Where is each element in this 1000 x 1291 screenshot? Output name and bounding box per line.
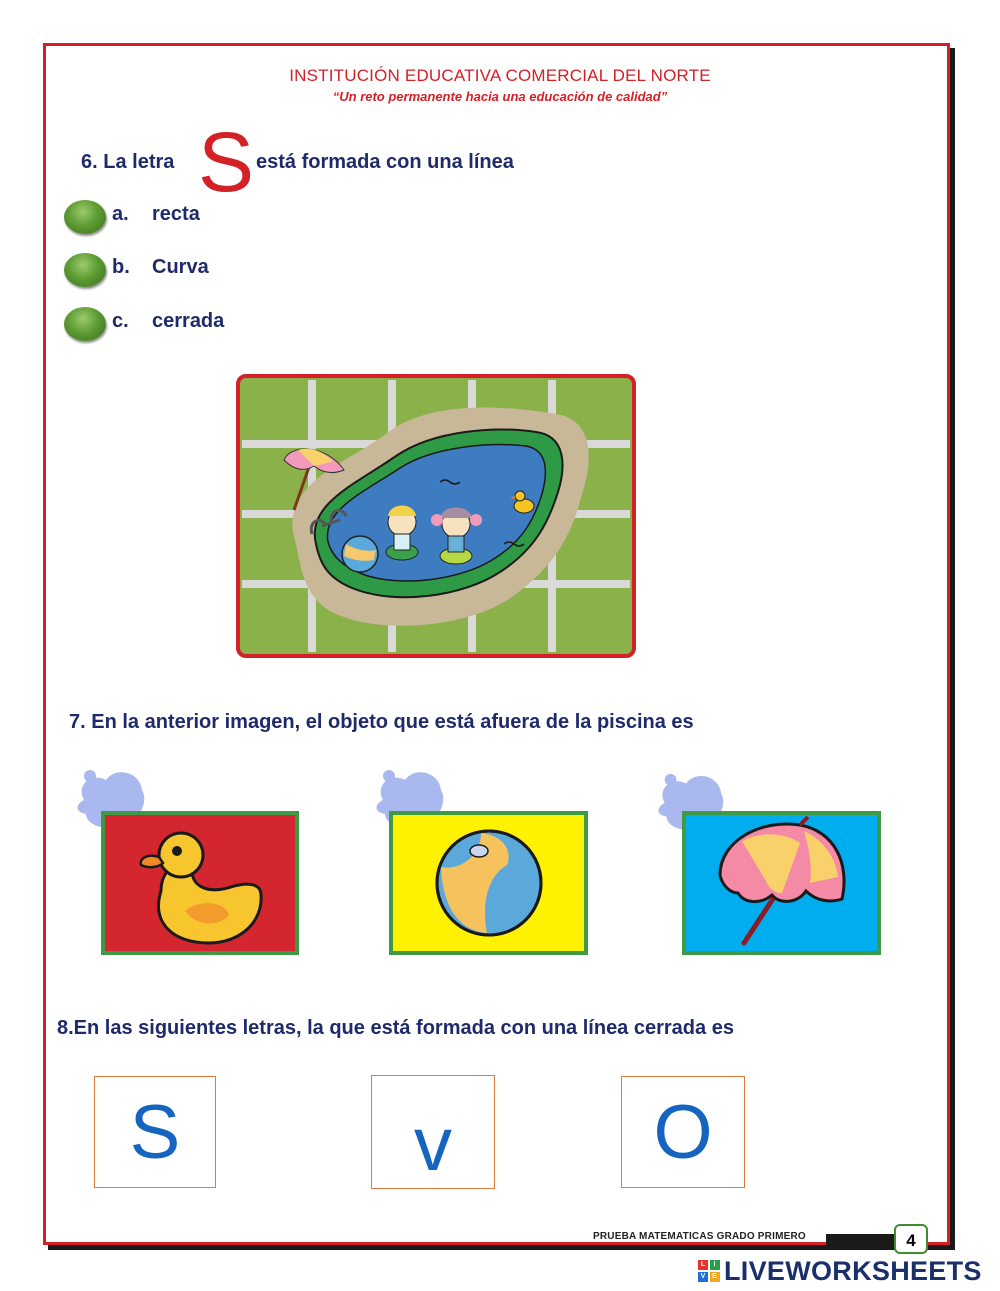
option-label: recta (152, 203, 200, 225)
q6-option-b (64, 253, 364, 293)
beach-ball-icon (389, 811, 588, 955)
umbrella-icon (682, 811, 881, 955)
logo-letter: E (710, 1272, 720, 1282)
logo-letter: I (710, 1260, 720, 1270)
option-letter: c. (112, 310, 129, 332)
duck-icon (101, 811, 299, 955)
option-card-duck[interactable] (101, 811, 299, 955)
logo-letter: L (698, 1260, 708, 1270)
option-letter: b. (112, 256, 130, 278)
letter-choice-v[interactable]: v (371, 1075, 495, 1189)
q6-big-letter: S (198, 115, 255, 209)
brand-name: LIVEWORKSHEETS (724, 1255, 982, 1286)
answer-bubble-c[interactable] (64, 307, 106, 341)
pool-illustration (236, 374, 636, 658)
q6-suffix: está formada con una línea (256, 151, 514, 173)
option-letter: a. (112, 203, 129, 225)
liveworksheets-logo-icon (698, 1260, 720, 1282)
option-label: cerrada (152, 310, 225, 332)
letter-choice-o[interactable]: O (621, 1076, 745, 1188)
option-card-umbrella[interactable] (682, 811, 881, 955)
footer-label: PRUEBA MATEMATICAS GRADO PRIMERO (593, 1231, 806, 1242)
option-label: Curva (152, 256, 209, 278)
answer-bubble-a[interactable] (64, 200, 106, 234)
q8-text: 8.En las siguientes letras, la que está formada con una línea cerrada es (57, 1017, 734, 1039)
footer-bar (826, 1234, 896, 1248)
answer-bubble-b[interactable] (64, 253, 106, 287)
q6-option-a (64, 200, 364, 240)
q7-text: 7. En la anterior imagen, el objeto que está afuera de la piscina es (69, 711, 694, 733)
logo-letter: V (698, 1272, 708, 1282)
page-number: 4 (894, 1224, 928, 1254)
beach-ball-icon (342, 536, 378, 572)
institution-motto: “Un reto permanente hacia una educación de calidad” (332, 89, 668, 104)
q6-prefix: 6. La letra (81, 151, 175, 173)
letter-choice-s[interactable]: S (94, 1076, 216, 1188)
liveworksheets-brand (698, 1256, 982, 1286)
institution-title: INSTITUCIÓN EDUCATIVA COMERCIAL DEL NORTE (289, 66, 711, 85)
option-card-ball[interactable] (389, 811, 588, 955)
q6-option-c (64, 307, 364, 347)
